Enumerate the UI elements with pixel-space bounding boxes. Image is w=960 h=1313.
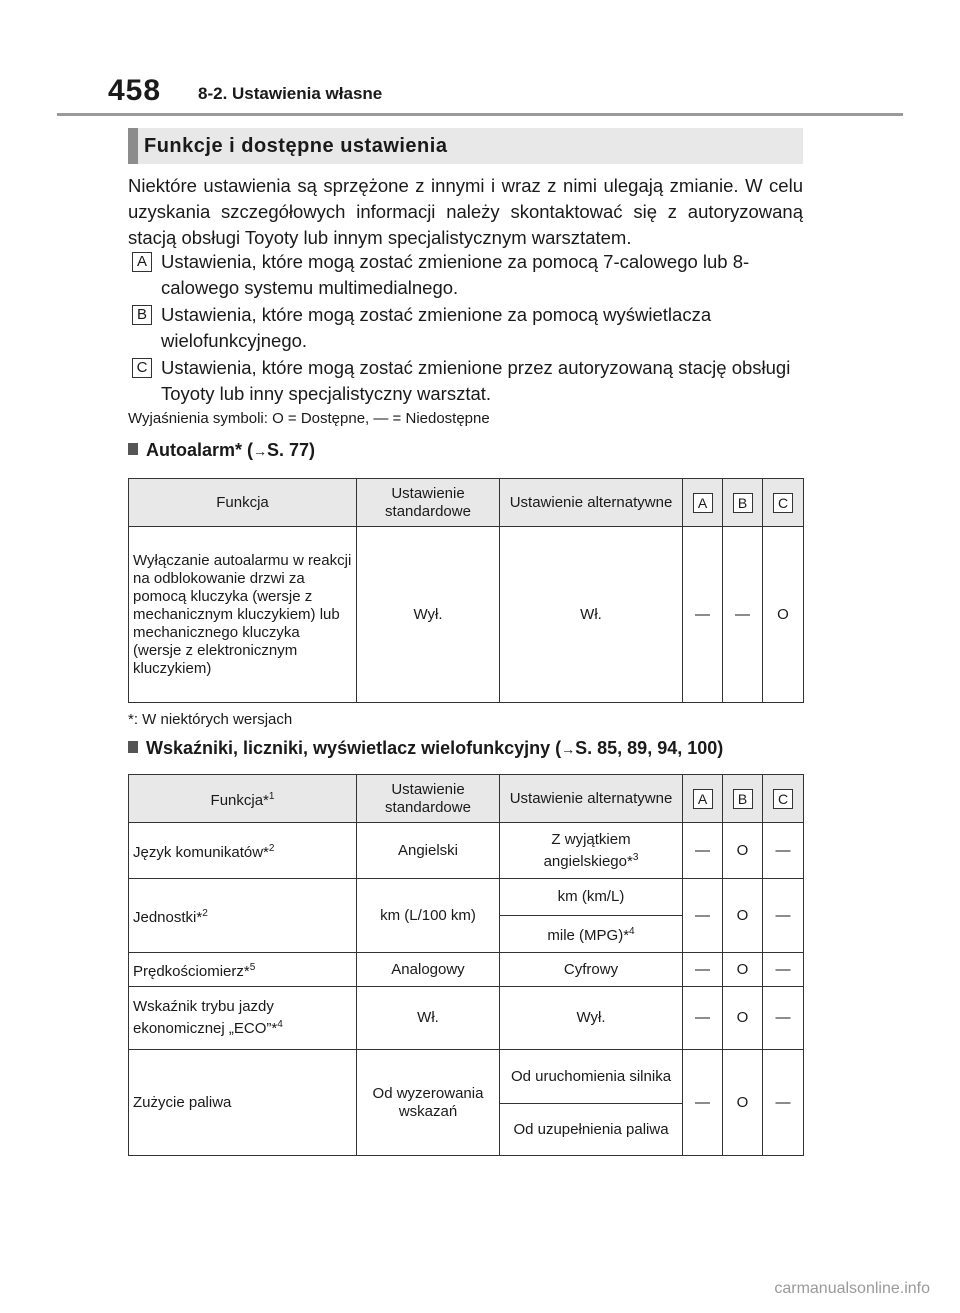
table-row: [129, 1050, 804, 1104]
cell-a: —: [683, 823, 723, 879]
cell-b: O: [723, 879, 763, 953]
option-b: [128, 302, 803, 354]
header-alternative: Ustawienie alternatywne: [500, 479, 683, 527]
option-b-text: Ustawienia, które mogą zostać zmienione za pomocą wyświetlacza wielofunkcyjnego.: [161, 304, 712, 351]
cell-alternative: Wył.: [500, 987, 683, 1050]
cell-alternative: Wł.: [500, 527, 683, 703]
square-bullet-icon: [128, 443, 138, 455]
intro-paragraph: Niektóre ustawienia są sprzężone z innymi i wraz z nimi ulegają zmianie. W celu uzyskania szczegółowych informacji należy skontaktować się z autoryzowaną stacją obsługi Toyoty lub innym specjalistycznym warsztatem.: [128, 175, 803, 248]
cell-function: Wskaźnik trybu jazdy ekonomicznej „ECO”*$^4$: [129, 987, 357, 1050]
cell-default: km (L/100 km): [357, 879, 500, 953]
cell-b: O: [723, 987, 763, 1050]
badge-b-icon: B: [132, 305, 152, 325]
cell-alternative: Od uzupełnienia paliwa: [500, 1104, 683, 1156]
header-a-icon: A: [693, 789, 713, 809]
cell-a: —: [683, 527, 723, 703]
table-header-row: [129, 479, 804, 527]
cell-a: —: [683, 879, 723, 953]
symbol-legend: Wyjaśnienia symboli: O = Dostępne, — = Niedostępne: [128, 410, 490, 427]
badge-a-icon: A: [132, 252, 152, 272]
table-header-row: [129, 775, 804, 823]
option-a-text: Ustawienia, które mogą zostać zmienione za pomocą 7-calowego lub 8-calowego systemu multimedialnego.: [161, 251, 750, 298]
cell-c: O: [763, 527, 804, 703]
cell-c: —: [763, 987, 804, 1050]
table-row: [129, 987, 804, 1050]
cell-default: Analogowy: [357, 953, 500, 987]
cell-function: Prędkościomierz*$^5$: [129, 953, 357, 987]
page-number: 458: [108, 74, 162, 107]
cell-alternative: Cyfrowy: [500, 953, 683, 987]
header-alternative: Ustawienie alternatywne: [500, 775, 683, 823]
autoalarm-heading: [128, 440, 315, 461]
watermark: carmanualsonline.info: [774, 1280, 930, 1297]
badge-c-icon: C: [132, 358, 152, 378]
cell-a: —: [683, 953, 723, 987]
arrow-icon: →: [253, 443, 268, 459]
option-c: [128, 355, 803, 407]
cell-alternative: mile (MPG)*$^4$: [500, 916, 683, 953]
cell-b: O: [723, 1050, 763, 1156]
cell-function: Wyłączanie autoalarmu w reakcji na odblokowanie drzwi za pomocą kluczyka (wersje z mechanicznym kluczykiem) lub mechanicznego kluczyka (wersje z elektronicznym kluczykiem): [129, 527, 357, 703]
table-row: [129, 823, 804, 879]
square-bullet-icon: [128, 741, 138, 753]
table-row: [129, 527, 804, 703]
cell-default: Od wyzerowania wskazań: [357, 1050, 500, 1156]
section-title: 8-2. Ustawienia własne: [198, 84, 383, 103]
option-a: [128, 249, 803, 301]
header-c-icon: C: [773, 789, 793, 809]
header-b-icon: B: [733, 789, 753, 809]
gauges-title: Wskaźniki, liczniki, wyświetlacz wielofunkcyjny (: [146, 738, 562, 758]
header-b-icon: B: [733, 493, 753, 513]
cell-b: O: [723, 823, 763, 879]
header-divider: [57, 113, 903, 116]
table-row: [129, 953, 804, 987]
cell-function: Jednostki*$^2$: [129, 879, 357, 953]
cell-a: —: [683, 1050, 723, 1156]
cell-b: O: [723, 953, 763, 987]
cell-c: —: [763, 879, 804, 953]
gauges-ref: S. 85, 89, 94, 100): [575, 738, 724, 758]
cell-function: Zużycie paliwa: [129, 1050, 357, 1156]
cell-c: —: [763, 1050, 804, 1156]
autoalarm-table: [128, 478, 804, 703]
cell-c: —: [763, 823, 804, 879]
cell-alternative: Z wyjątkiem angielskiego*$^3$: [500, 823, 683, 879]
cell-alternative: Od uruchomienia silnika: [500, 1050, 683, 1104]
header-default: Ustawienie standardowe: [357, 479, 500, 527]
autoalarm-title: Autoalarm* (: [146, 440, 254, 460]
gauges-heading: [128, 738, 723, 759]
cell-c: —: [763, 953, 804, 987]
autoalarm-footnote: *: W niektórych wersjach: [128, 711, 293, 728]
cell-default: Wył.: [357, 527, 500, 703]
cell-function: Język komunikatów*$^2$: [129, 823, 357, 879]
header-default: Ustawienie standardowe: [357, 775, 500, 823]
option-c-text: Ustawienia, które mogą zostać zmienione przez autoryzowaną stację obsługi Toyoty lub inny specjalistyczny warsztat.: [161, 357, 791, 404]
autoalarm-ref: S. 77): [267, 440, 316, 460]
header-a-icon: A: [693, 493, 713, 513]
gauges-table: [128, 774, 804, 1156]
cell-alternative: km (km/L): [500, 879, 683, 916]
section-heading: Funkcje i dostępne ustawienia: [128, 128, 803, 164]
cell-default: Wł.: [357, 987, 500, 1050]
header-function: Funkcja: [129, 479, 357, 527]
header-function: Funkcja*$^1$: [129, 775, 357, 823]
arrow-icon: →: [561, 741, 576, 757]
cell-default: Angielski: [357, 823, 500, 879]
table-row: [129, 879, 804, 916]
cell-b: —: [723, 527, 763, 703]
header-c-icon: C: [773, 493, 793, 513]
cell-a: —: [683, 987, 723, 1050]
